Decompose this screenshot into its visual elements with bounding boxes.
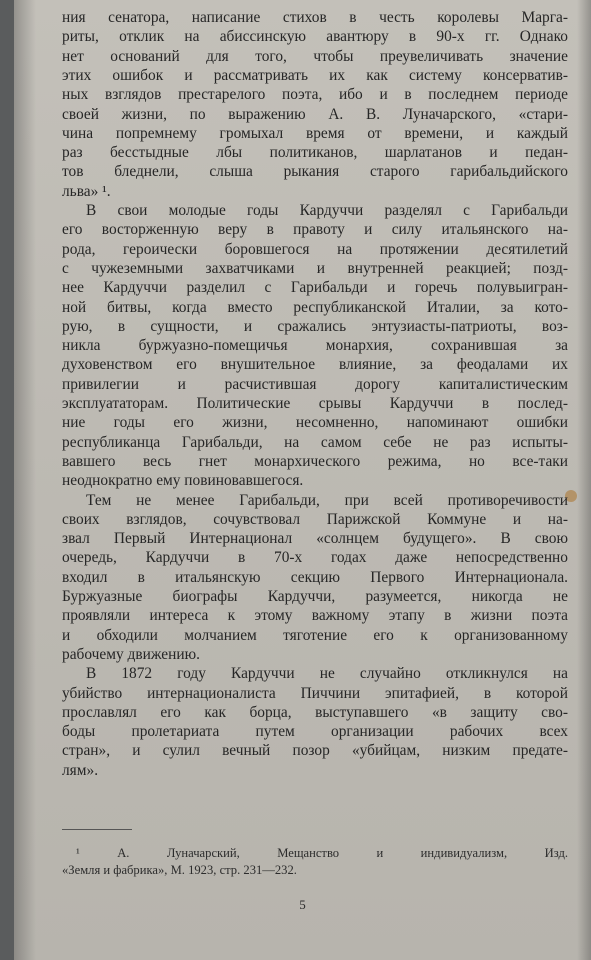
- text-line: рода, героически боровшегося на протяжении десятилетий: [62, 240, 568, 258]
- text-line: тов бледнели, слыша рыкания старого гарибальдийского: [62, 163, 568, 181]
- text-line: никла буржуазно-помещичья монархия, сохранившая за: [62, 337, 568, 355]
- text-line: рую, в сущности, и сражались энтузиасты-патриоты, воз-: [62, 317, 568, 335]
- text-line: льва» ¹.: [62, 182, 111, 200]
- text-line: своих взглядов, сочувствовал Парижской Коммуне и на-: [62, 510, 568, 528]
- page-number: 5: [299, 897, 306, 912]
- text-line: лям».: [62, 761, 99, 779]
- text-line: проявляли интереса к этому важному этапу в жизни поэта: [62, 607, 568, 625]
- page-edge-shadow-left: [14, 0, 36, 960]
- text-line: ной битвы, когда вместо республиканской Италии, за кото-: [62, 298, 568, 316]
- footnote-separator: [62, 829, 132, 830]
- text-line: очередь, Кардуччи в 70-х годах даже непосредственно: [62, 549, 568, 567]
- text-line: вавшего весь гнет монархического режима, но все-таки: [62, 452, 568, 470]
- footnote-line: ¹ А. Луначарский, Мещанство и индивидуализм, Изд.: [76, 846, 568, 860]
- footnote: [62, 845, 568, 879]
- text-line: своей жизни, по выражению А. В. Луначарского, «стари-: [62, 105, 568, 123]
- text-line: ных взглядов престарелого поэта, ибо и в последнем периоде: [62, 86, 568, 104]
- text-line: его восторженную веру в правоту и силу итальянского на-: [62, 221, 568, 239]
- text-line: Тем не менее Гарибальди, при всей противоречивости: [86, 491, 568, 509]
- text-line: республиканца Гарибальди, на самом себе не раз испыты-: [62, 433, 568, 451]
- text-line: духовенством его внушительное влияние, за феодалами их: [62, 356, 568, 374]
- text-line: чина попремнему громыхал время от времени, и каждый: [62, 124, 568, 142]
- text-line: боды пролетариата путем организации рабочих всех: [62, 723, 568, 741]
- text-line: прославлял его как борца, выступавшего «в защиту сво-: [62, 703, 568, 721]
- text-line: ния сенатора, написание стихов в честь королевы Марга-: [62, 9, 568, 26]
- text-line: ние годы его жизни, несомненно, напоминают ошибки: [62, 414, 568, 432]
- text-line: В 1872 году Кардуччи не случайно откликнулся на: [86, 665, 568, 683]
- page-edge-shadow-right: [577, 0, 591, 960]
- text-line: Буржуазные биографы Кардуччи, разумеется, никогда не: [62, 588, 568, 605]
- text-line: с чужеземными захватчиками и внутренней реакцией; позд-: [62, 259, 568, 277]
- text-line: убийство интернационалиста Пиччини эпитафией, в которой: [62, 684, 568, 702]
- text-line: В свои молодые годы Кардуччи разделял с Гарибальди: [86, 202, 568, 219]
- text-line: входил в итальянскую секцию Первого Интернационала.: [62, 568, 568, 586]
- text-line: стран», и сулил вечный позор «убийцам, низким предате-: [62, 742, 568, 760]
- text-line: риты, отклик на абиссинскую авантюру в 90-х гг. Однако: [62, 28, 568, 46]
- text-line: привилегии и расчистившая дорогу капиталистическим: [62, 375, 568, 393]
- book-page: [14, 0, 591, 960]
- text-line: нет оснований для того, чтобы преувеличивать значение: [62, 47, 568, 65]
- text-line: рабочему движению.: [62, 645, 200, 663]
- text-line: раз бесстыдные лбы политиканов, шарлатанов и педан-: [62, 144, 568, 162]
- text-line: этих ошибок и рассматривать их как систему консерватив-: [62, 66, 568, 84]
- text-line: нее Кардуччи разделил с Гарибальди и горечь полувыигран-: [62, 279, 568, 297]
- text-line: и обходили молчанием тяготение его к организованному: [62, 626, 568, 644]
- text-line: неоднократно ему повиновавшегося.: [62, 472, 304, 490]
- footnote-line: «Земля и фабрика», М. 1923, стр. 231—232.: [62, 863, 297, 877]
- text-line: звал Первый Интернационал «солнцем будущего». В свою: [62, 530, 568, 548]
- text-line: эксплуататорам. Политические срывы Кардуччи в послед-: [62, 395, 568, 412]
